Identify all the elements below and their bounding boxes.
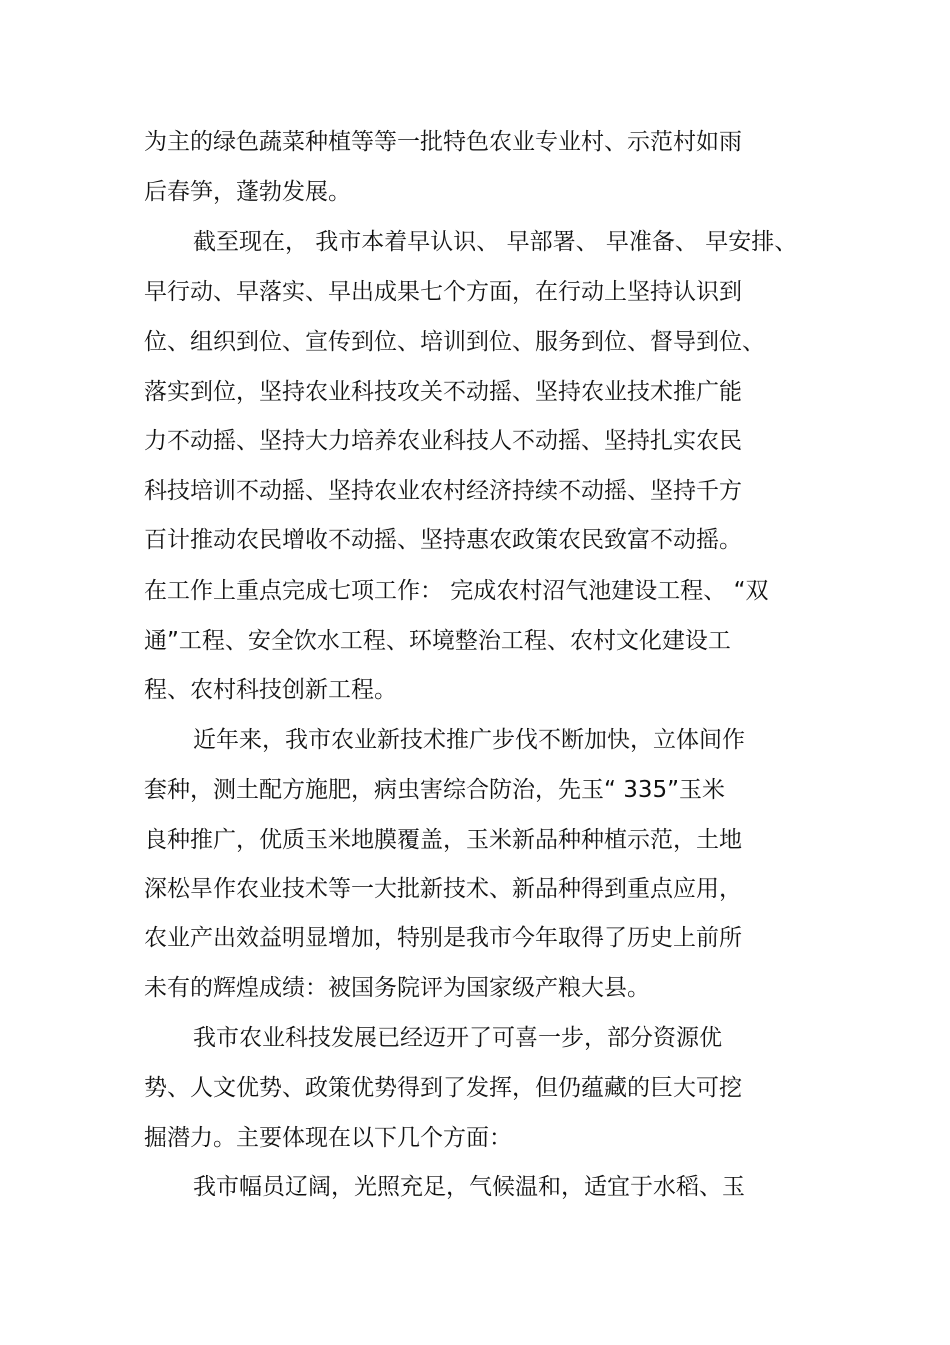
paragraph-start-line: 近年来，我市农业新技术推广步伐不断加快，立体间作 [193,727,745,753]
text-line: 在工作上重点完成七项工作： 完成农村沼气池建设工程、 “双 [144,578,769,604]
text-line: 套种，测土配方施肥，病虫害综合防治，先玉“ 335”玉米 [144,777,726,803]
text-line: 势、人文优势、政策优势得到了发挥，但仍蕴藏的巨大可挖 [144,1075,742,1101]
text-line: 未有的辉煌成绩：被国务院评为国家级产粮大县。 [144,975,650,1001]
paragraph-start-line: 我市农业科技发展已经迈开了可喜一步，部分资源优 [193,1025,722,1051]
text-line: 后春笋，蓬勃发展。 [144,179,351,205]
paragraph-start-line: 我市幅员辽阔，光照充足，气候温和，适宜于水稻、玉 [193,1174,745,1200]
text-line: 良种推广，优质玉米地膜覆盖，玉米新品种种植示范，土地 [144,827,742,853]
text-line: 落实到位，坚持农业科技攻关不动摇、坚持农业技术推广能 [144,379,742,405]
text-line: 掘潜力。主要体现在以下几个方面： [144,1125,512,1151]
text-line: 百计推动农民增收不动摇、坚持惠农政策农民致富不动摇。 [144,527,742,553]
text-line: 力不动摇、坚持大力培养农业科技人不动摇、坚持扎实农民 [144,428,742,454]
text-line: 农业产出效益明显增加，特别是我市今年取得了历史上前所 [144,925,742,951]
text-line: 程、农村科技创新工程。 [144,677,397,703]
text-line: 早行动、早落实、早出成果七个方面，在行动上坚持认识到 [144,279,742,305]
text-line: 为主的绿色蔬菜种植等等一批特色农业专业村、示范村如雨 [144,129,742,155]
text-line: 科技培训不动摇、坚持农业农村经济持续不动摇、坚持千方 [144,478,742,504]
text-line: 位、组织到位、宣传到位、培训到位、服务到位、督导到位、 [144,329,765,355]
paragraph-start-line: 截至现在， 我市本着早认识、 早部署、 早准备、 早安排、 [193,229,798,255]
text-line: 深松旱作农业技术等一大批新技术、新品种得到重点应用， [144,876,742,902]
text-line: 通”工程、安全饮水工程、环境整治工程、农村文化建设工 [144,628,731,654]
